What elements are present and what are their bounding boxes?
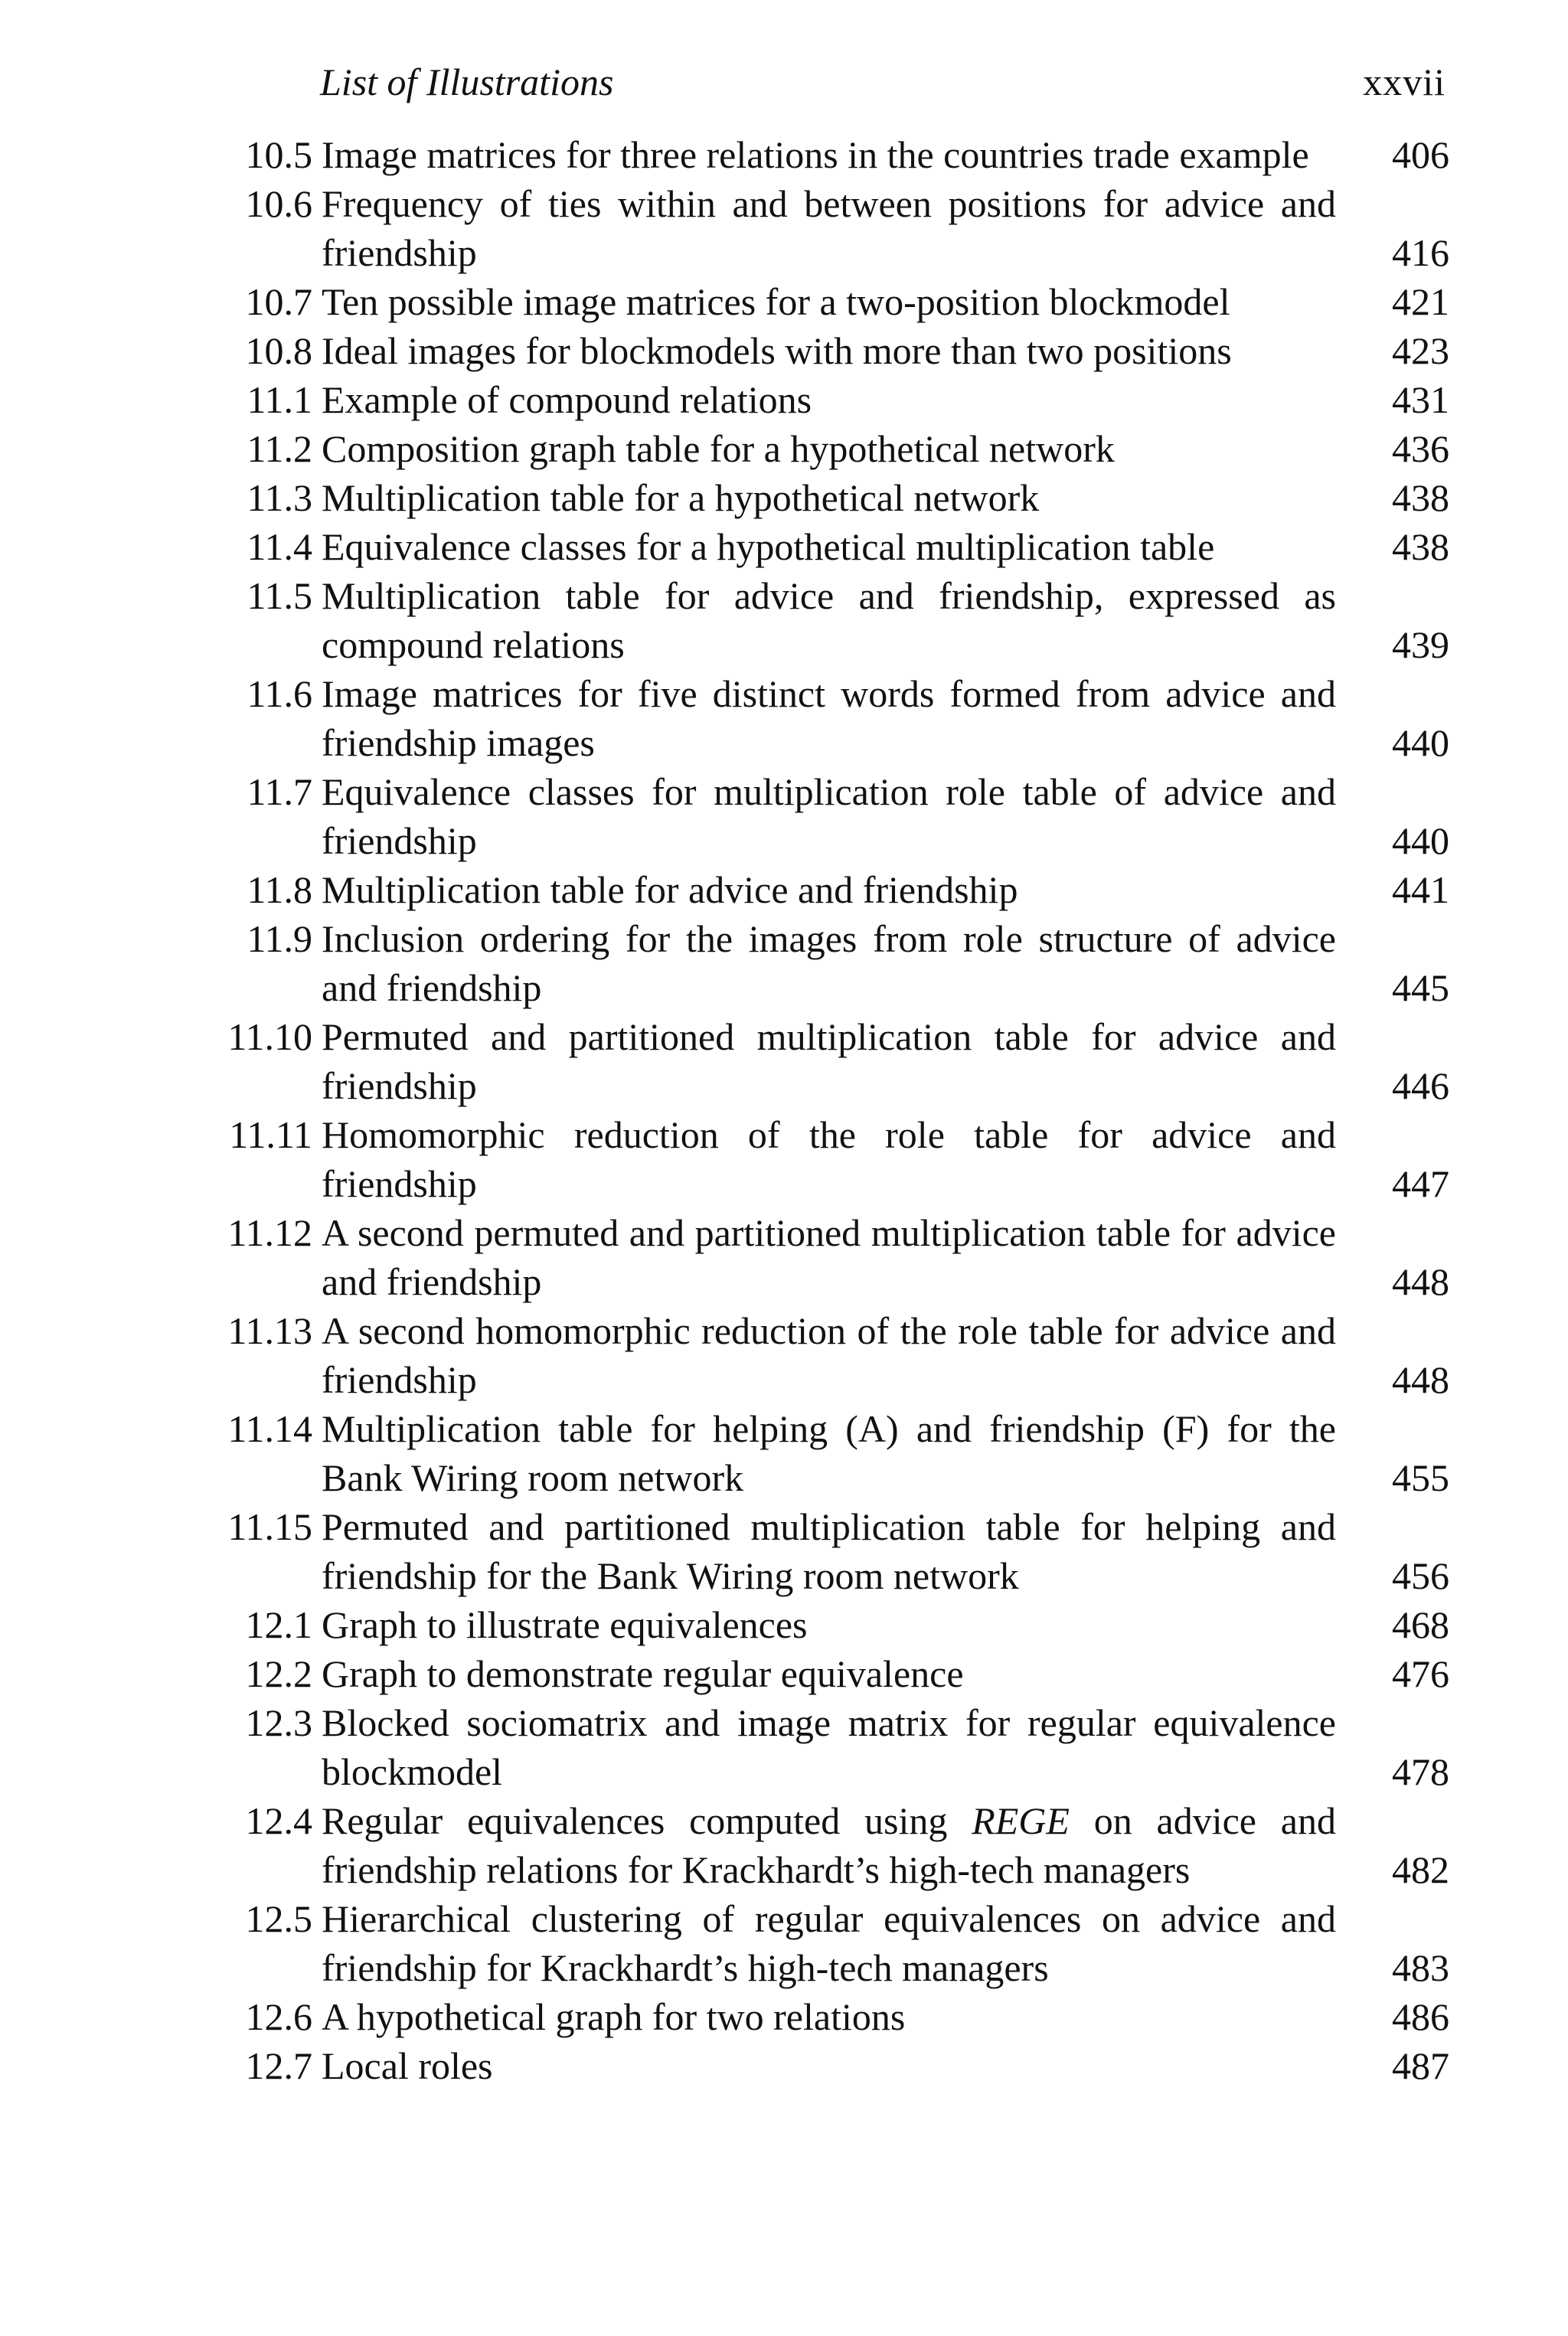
figure-title: Example of compound relations: [322, 378, 812, 421]
figure-number: 12.7: [245, 2044, 312, 2087]
figure-title-italic: REGE: [972, 1799, 1070, 1842]
figure-title: [322, 1796, 1336, 1894]
figure-number: 12.1: [245, 1603, 312, 1646]
figure-title-part: on advice and friendship relations for Krackhardt’s high-tech managers: [322, 1799, 1336, 1891]
figure-title: Image matrices for five distinct words formed from advice and friendship images: [322, 672, 1336, 764]
figure-title: Graph to illustrate equivalences: [322, 1603, 808, 1646]
figure-title: Image matrices for three relations in the countries trade example: [322, 133, 1309, 176]
figure-title: A hypothetical graph for two relations: [322, 1995, 906, 2038]
figure-number: 11.8: [247, 868, 312, 911]
page-header: [320, 55, 1446, 109]
figure-title: Blocked sociomatrix and image matrix for regular equivalence blockmodel: [322, 1701, 1336, 1793]
running-title: List of Illustrations: [320, 60, 614, 103]
figure-title: Local roles: [322, 2044, 493, 2087]
list-entry: [0, 1208, 1568, 1306]
list-entry: [0, 1306, 1568, 1404]
page-ref: 478: [1392, 1750, 1449, 1793]
figure-number: 12.3: [245, 1701, 312, 1744]
figure-number: 11.5: [247, 574, 312, 617]
page-ref: 482: [1392, 1848, 1449, 1891]
page-ref: 431: [1392, 378, 1449, 421]
page-ref: 456: [1392, 1554, 1449, 1597]
figure-number: 11.15: [227, 1505, 312, 1548]
figure-title: Multiplication table for a hypothetical network: [322, 476, 1040, 519]
list-entry: [0, 865, 1568, 914]
list-entry: [0, 130, 1568, 179]
figure-number: 11.4: [247, 525, 312, 568]
list-entry: [0, 277, 1568, 326]
page-ref: 468: [1392, 1603, 1449, 1646]
page-ref: 439: [1392, 623, 1449, 666]
list-entry: [0, 522, 1568, 571]
figure-number: 11.11: [229, 1113, 312, 1156]
page-ref: 448: [1392, 1358, 1449, 1401]
figure-title: A second permuted and partitioned multiplication table for advice and friendship: [322, 1211, 1336, 1303]
list-entry: [0, 326, 1568, 375]
list-entry: [0, 1012, 1568, 1110]
list-entry: [0, 179, 1568, 277]
page-ref: 416: [1392, 231, 1449, 274]
page-ref: 440: [1392, 819, 1449, 862]
page-ref: 486: [1392, 1995, 1449, 2038]
page-ref: 441: [1392, 868, 1449, 911]
figure-title: Equivalence classes for multiplication role table of advice and friendship: [322, 770, 1336, 862]
figure-title: Multiplication table for helping (A) and friendship (F) for the Bank Wiring room network: [322, 1407, 1336, 1499]
page-ref: 483: [1392, 1946, 1449, 1989]
list-entry: [0, 1992, 1568, 2041]
page-ref: 423: [1392, 329, 1449, 372]
figure-number: 11.9: [247, 917, 312, 960]
figure-number: 10.8: [245, 329, 312, 372]
figure-title-part: Regular equivalences computed using: [322, 1799, 972, 1842]
figure-title: A second homomorphic reduction of the role table for advice and friendship: [322, 1309, 1336, 1401]
page-ref: 438: [1392, 525, 1449, 568]
page-ref: 448: [1392, 1260, 1449, 1303]
page-ref: 445: [1392, 966, 1449, 1009]
figure-number: 12.4: [245, 1799, 312, 1842]
figure-number: 11.1: [247, 378, 312, 421]
page-ref: 446: [1392, 1064, 1449, 1107]
figure-number: 10.5: [245, 133, 312, 176]
figure-title: Multiplication table for advice and friendship: [322, 868, 1018, 911]
figure-title: Hierarchical clustering of regular equivalences on advice and friendship for Krackhardt’s high-tech managers: [322, 1897, 1336, 1989]
illustrations-list: [0, 130, 1568, 2090]
list-entry: [0, 1894, 1568, 1992]
figure-title: Ten possible image matrices for a two-position blockmodel: [322, 280, 1230, 323]
figure-title: Homomorphic reduction of the role table for advice and friendship: [322, 1113, 1336, 1205]
list-entry: [0, 2041, 1568, 2090]
figure-title: Ideal images for blockmodels with more than two positions: [322, 329, 1232, 372]
page-ref: 455: [1392, 1456, 1449, 1499]
list-entry: [0, 375, 1568, 424]
page-ref: 487: [1392, 2044, 1449, 2087]
list-entry: [0, 473, 1568, 522]
figure-number: 11.2: [247, 427, 312, 470]
figure-number: 10.7: [245, 280, 312, 323]
figure-title: Equivalence classes for a hypothetical multiplication table: [322, 525, 1215, 568]
figure-number: 11.3: [247, 476, 312, 519]
page-ref: 406: [1392, 133, 1449, 176]
page-ref: 438: [1392, 476, 1449, 519]
list-entry: [0, 767, 1568, 865]
page-ref: 436: [1392, 427, 1449, 470]
figure-title: Permuted and partitioned multiplication table for advice and friendship: [322, 1015, 1336, 1107]
figure-number: 12.6: [245, 1995, 312, 2038]
figure-number: 11.10: [227, 1015, 312, 1058]
figure-number: 11.14: [227, 1407, 312, 1450]
figure-number: 12.2: [245, 1652, 312, 1695]
list-entry: [0, 1649, 1568, 1698]
figure-title: Composition graph table for a hypothetical network: [322, 427, 1115, 470]
list-entry: [0, 1110, 1568, 1208]
list-entry: [0, 571, 1568, 669]
figure-number: 10.6: [245, 182, 312, 225]
figure-title: Multiplication table for advice and friendship, expressed as compound relations: [322, 574, 1336, 666]
page-ref: 440: [1392, 721, 1449, 764]
figure-number: 11.12: [227, 1211, 312, 1254]
list-entry: [0, 669, 1568, 767]
figure-title: Frequency of ties within and between positions for advice and friendship: [322, 182, 1336, 274]
page-ref: 421: [1392, 280, 1449, 323]
figure-title: Inclusion ordering for the images from role structure of advice and friendship: [322, 917, 1336, 1009]
list-entry: [0, 1404, 1568, 1502]
list-entry: [0, 1796, 1568, 1894]
figure-number: 11.7: [247, 770, 312, 813]
list-entry: [0, 914, 1568, 1012]
page-ref: 447: [1392, 1162, 1449, 1205]
figure-number: 12.5: [245, 1897, 312, 1940]
page-number: xxvii: [1363, 60, 1446, 103]
list-entry: [0, 1698, 1568, 1796]
list-entry: [0, 1600, 1568, 1649]
figure-title: Permuted and partitioned multiplication table for helping and friendship for the Bank Wiring room network: [322, 1505, 1336, 1597]
figure-number: 11.13: [227, 1309, 312, 1352]
list-entry: [0, 424, 1568, 473]
figure-title: Graph to demonstrate regular equivalence: [322, 1652, 964, 1695]
list-entry: [0, 1502, 1568, 1600]
page-ref: 476: [1392, 1652, 1449, 1695]
figure-number: 11.6: [247, 672, 312, 715]
